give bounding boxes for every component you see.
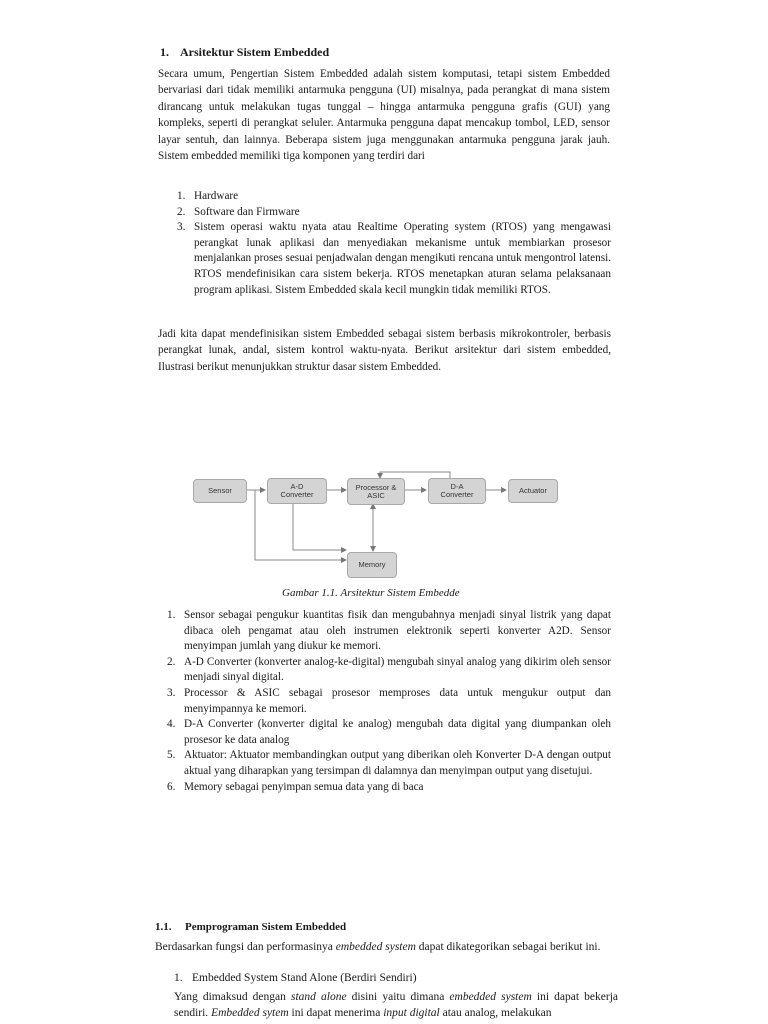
text-run: dapat dikategorikan sebagai berikut ini. [415, 941, 601, 953]
list-number: 3. [167, 686, 176, 699]
section-title: Arsitektur Sistem Embedded [180, 45, 330, 59]
subsection-number: 1.1. [155, 921, 172, 933]
dac-label-line1: D-A [450, 482, 464, 491]
list-number: 4. [167, 718, 176, 731]
text-run: Yang dimaksud dengan [174, 991, 291, 1003]
architecture-diagram [185, 468, 585, 588]
figure-caption: Gambar 1.1. Arsitektur Sistem Embedde [282, 587, 460, 599]
list-number: 3. [177, 221, 186, 234]
list-text: A-D Converter (konverter analog-ke-digital) mengubah sinyal analog yang dikirim oleh sensor menjadi sinyal digital. [184, 655, 611, 684]
list-text: Software dan Firmware [194, 205, 300, 218]
list-item [167, 780, 611, 796]
dac-block [428, 478, 486, 504]
category-heading [174, 972, 417, 984]
memory-label: Memory [358, 560, 386, 569]
list-text: Processor & ASIC sebagai prosesor memproses data untuk mengukur output dan menyimpannya ke memori. [184, 686, 611, 715]
emphasis-text: Embedded sytem [211, 1007, 289, 1020]
memory-block [347, 552, 397, 578]
sensor-block [193, 479, 247, 503]
adc-to-memory-connector [293, 504, 346, 550]
processor-label-line1: Processor & [355, 482, 397, 492]
list-item [167, 655, 611, 686]
adc-label-line2: Converter [280, 490, 314, 499]
list-number: 6. [167, 780, 176, 793]
emphasis-text: embedded system [335, 941, 416, 953]
processor-block [347, 478, 405, 505]
list-text: D-A Converter (konverter digital ke analog) mengubah data digital yang diumpankan oleh prosesor ke data analog [184, 718, 611, 746]
summary-paragraph: Jadi kita dapat mendefinisikan sistem Embedded sebagai sistem berbasis mikrokontroler, berbasis perangkat lunak, andal, sistem kontrol waktu-nyata. Berikut arsitektur dari sistem embedded, Ilustrasi berikut menunjukkan struktur dasar sistem Embedded. [158, 328, 611, 373]
category-paragraph [174, 989, 618, 1022]
text-run: Berdasarkan fungsi dan performasinya [155, 941, 336, 953]
adc-label-line1: A-D [290, 482, 304, 491]
category-title: Embedded System Stand Alone (Berdiri Sendiri) [192, 972, 417, 984]
list-item [167, 686, 611, 717]
section-number: 1. [160, 45, 169, 59]
list-text: Sensor sebagai pengukur kuantitas fisik dan mengubahnya menjadi sinyal listrik yang dapat dibaca oleh pengamat atau oleh instrumen elektronik seperti konverter A2D. Sensor menyimpan jumlah yang diukur ke memori. [184, 609, 611, 653]
list-text: Aktuator: Aktuator membandingkan output yang diberikan oleh Konverter D-A dengan output aktual yang diharapkan yang tersimpan di dalamnya dan menyimpan output yang disetujui. [184, 749, 611, 777]
list-number: 2. [167, 655, 176, 668]
emphasis-text: embedded system [449, 991, 532, 1003]
actuator-block [508, 479, 558, 503]
emphasis-text: stand alone [291, 991, 347, 1003]
list-item [167, 717, 611, 748]
category-number: 1. [174, 972, 183, 984]
text-run: ini dapat menerima [288, 1007, 384, 1020]
subsection-heading [155, 921, 346, 933]
section-heading [160, 45, 329, 60]
actuator-label: Actuator [519, 486, 547, 495]
text-run: ini dapat bekerja sendiri. [174, 991, 618, 1020]
categories-intro-paragraph [155, 939, 615, 955]
list-item [177, 205, 611, 221]
text-run: disini yaitu dimana [346, 991, 450, 1003]
list-text: Sistem operasi waktu nyata atau Realtime Operating system (RTOS) yang mengawasi perangkat lunak aplikasi dan menyediakan mekanisme untuk membiarkan prosesor menjalankan proses sesuai penjadwalan dengan mengikuti rencana untuk mengontrol latensi. RTOS mendefinisikan cara sistem bekerja. RTOS menetapkan aturan selama pelaksanaan program aplikasi. Sistem Embedded skala kecil mungkin tidak memiliki RTOS. [194, 221, 611, 296]
list-item [167, 748, 611, 779]
intro-paragraph: Secara umum, Pengertian Sistem Embedded adalah sistem komputasi, tetapi sistem Embedded bervariasi dari tidak memiliki antarmuka pengguna (UI) misalnya, pada perangkat di mana sistem dirancang untuk melakukan tugas tunggal – hingga antarmuka pengguna grafis (GUI) yang kompleks, seperti di perangkat seluler. Antarmuka pengguna dapat mencakup tombol, LED, sensor layar sentuh, dan lainnya. Beberapa sistem juga menggunakan antarmuka pengguna jarak jauh. Sistem embedded memiliki tiga komponen yang terdiri dari [158, 68, 610, 163]
subsection-title: Pemprograman Sistem Embedded [185, 921, 347, 933]
list-item [167, 608, 611, 655]
list-item [177, 189, 611, 205]
list-text: Memory sebagai penyimpan semua data yang di baca [184, 780, 424, 793]
list-number: 5. [167, 749, 176, 762]
list-text: Hardware [194, 190, 239, 202]
adc-block [267, 478, 327, 504]
processor-label-line2: ASIC [367, 490, 385, 500]
list-number: 1. [167, 609, 176, 621]
sensor-label: Sensor [208, 486, 232, 495]
list-number: 1. [177, 190, 186, 202]
emphasis-text: input digital [383, 1007, 440, 1020]
list-item [177, 220, 611, 298]
description-list [167, 608, 611, 795]
dac-label-line2: Converter [440, 490, 474, 499]
text-run: atau analog, melakukan [439, 1007, 552, 1020]
components-list [177, 189, 611, 298]
list-number: 2. [177, 205, 186, 218]
